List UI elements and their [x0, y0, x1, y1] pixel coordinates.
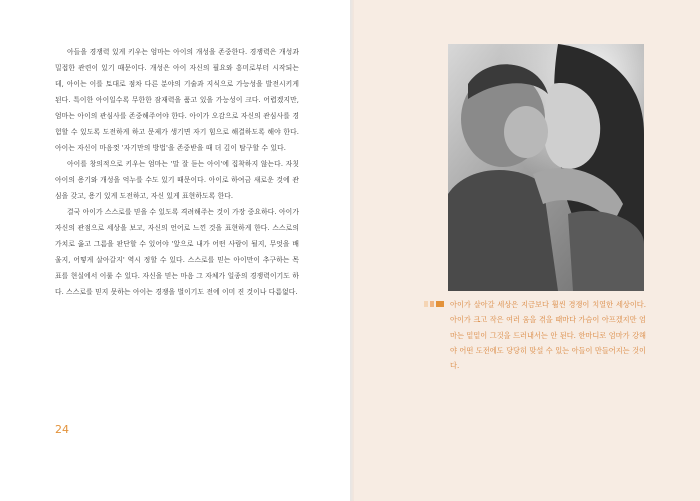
paragraph-1: 아들을 경쟁력 있게 키우는 엄마는 아이의 개성을 존중한다. 경쟁력은 개성과 밀접한 관련이 있기 때문이다. 개성은 아이 자신의 필요와 흥미로부터 시작되는데, 아이는 이를 토대로 점차 다른 분야의 기술과 지식으로 가능성을 발전시키게 된다. 특이한 아이일수록 무한한 잠재력을 품고 있을 가능성이 크다. 어렵겠지만, 엄마는 아이의 관심사를 존중해주어야 한다. 아이가 오감으로 자신의 관심사를 경험할 수 있도록 도전하게 하고 문제가 생기면 자기 힘으로 해결하도록 해야 한다. 아이는 자신이 마음껏 '자기만의 방법'을 존중받을 때 더 깊이 탐구할 수 있다.: [55, 48, 299, 152]
paragraph-2: 아이를 창의적으로 키우는 엄마는 '말 잘 듣는 아이'에 집착하지 않는다. 자칫 아이의 용기와 개성을 억누를 수도 있기 때문이다. 아이로 하여금 새로운 것에 관심을 갖고, 용기 있게 도전하고, 자신 있게 표현하도록 한다.: [55, 160, 299, 200]
page-number: 24: [55, 423, 69, 436]
photo-caption: 아이가 살아갈 세상은 지금보다 훨씬 경쟁이 치열한 세상이다. 아이가 크고 작은 여러 움을 겪을 때마다 가슴이 아프겠지만 엄마는 밑밑이 그것을 드러내서는 안 된다. 한마디로 엄마가 강해야 어떤 도전에도 당당히 맞설 수 있는 아들이 만들어지는 것이다.: [450, 300, 646, 371]
book-spine: [350, 0, 354, 501]
paragraph-3: 결국 아이가 스스로를 믿을 수 있도록 격려해주는 것이 가장 중요하다. 아이가 자신의 관점으로 세상을 보고, 자신의 언어로 느낀 것을 표현하게 한다. 스스로의 가치로 옳고 그름을 판단할 수 있어야 '앞으로 내가 어떤 사람이 될지, 무엇을 배울지, 어떻게 살아갈지' 역시 정할 수 있다. 스스로를 믿는 아이만이 추구하는 목표를 현실에서 이룰 수 있다. 자신을 믿는 마음 그 자체가 일종의 경쟁력이기도 하다. 스스로를 믿지 못하는 아이는 경쟁을 벌이기도 전에 이미 진 것이나 다름없다.: [55, 208, 299, 296]
mother-child-photo: [448, 44, 644, 291]
caption-marker-icon: [424, 301, 444, 307]
body-text: [55, 44, 299, 300]
